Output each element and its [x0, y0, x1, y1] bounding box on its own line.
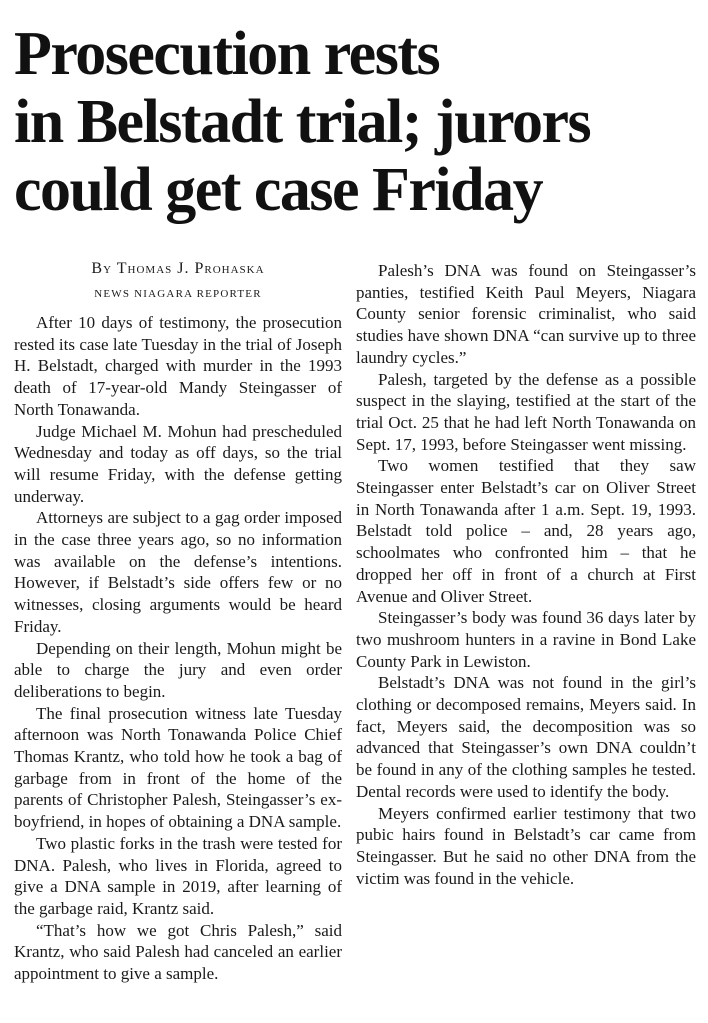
article-paragraph: Two women testified that they saw Steingasser enter Belstadt’s car on Oliver Street in North Tonawanda after 1 a.m. Sept. 19, 1993. Belstadt told police – and, 28 years ago, schoolmates who confronted him – that he dropped her off in front of a church at First Avenue and Oliver Street. [356, 456, 696, 606]
byline-source: NEWS NIAGARA REPORTER [94, 288, 262, 300]
article-paragraph: Palesh, targeted by the defense as a possible suspect in the slaying, testified at the start of the trial Oct. 25 that he had left North Tonawanda on Sept. 17, 1993, before Steingasser went missing. [356, 369, 696, 454]
byline-author: By Thomas J. Prohaska [91, 260, 265, 277]
article-paragraph: Judge Michael M. Mohun had prescheduled Wednesday and today as off days, so the trial will resume Friday, with the defense getting underway. [14, 421, 342, 506]
article-paragraph: Depending on their length, Mohun might be able to charge the jury and even order deliberations to begin. [14, 638, 342, 701]
article-paragraph: Attorneys are subject to a gag order imposed in the case three years ago, so no information was available on the defense’s intentions. However, if Belstadt’s side offers few or no witnesses, closing arguments would be heard Friday. [14, 508, 342, 636]
article-paragraph: Belstadt’s DNA was not found in the girl’s clothing or decomposed remains, Meyers said. In fact, Meyers said, the decomposition was so advanced that Steingasser’s own DNA couldn’t be found in any of the clothing samples he tested. Dental records were used to identify the body. [356, 673, 696, 801]
right-column [356, 260, 696, 889]
article-paragraph: Meyers confirmed earlier testimony that two pubic hairs found in Belstadt’s car came from Steingasser. But he said no other DNA from the victim was found in the vehicle. [356, 803, 696, 888]
article-paragraph: After 10 days of testimony, the prosecution rested its case late Tuesday in the trial of Joseph H. Belstadt, charged with murder in the 1993 death of 17-year-old Mandy Steingasser of North Tonawanda. [14, 313, 342, 419]
article-paragraph: Palesh’s DNA was found on Steingasser’s panties, testified Keith Paul Meyers, Niagara County senior forensic criminalist, who said studies have shown DNA “can survive up to three laundry cycles.” [356, 261, 696, 367]
article-paragraph: “That’s how we got Chris Palesh,” said Krantz, who said Palesh had canceled an earlier appointment to give a sample. [14, 920, 342, 984]
left-column [14, 258, 342, 985]
article-paragraph: Two plastic forks in the trash were tested for DNA. Palesh, who lives in Florida, agreed to give a DNA sample in 2019, after learning of the garbage raid, Krantz said. [14, 833, 342, 918]
article-paragraph: The final prosecution witness late Tuesday afternoon was North Tonawanda Police Chief Thomas Krantz, who told how he took a bag of garbage from in front of the home of the parents of Christopher Palesh, Steingasser’s ex-boyfriend, in hopes of obtaining a DNA sample. [14, 703, 342, 832]
headline [14, 20, 704, 224]
headline-line: Prosecution rests [14, 20, 440, 88]
headline-line: could get case Friday [14, 156, 543, 224]
headline-line: in Belstadt trial; jurors [14, 88, 591, 156]
article-paragraph: Steingasser’s body was found 36 days later by two mushroom hunters in a ravine in Bond Lake County Park in Lewiston. [356, 608, 696, 671]
